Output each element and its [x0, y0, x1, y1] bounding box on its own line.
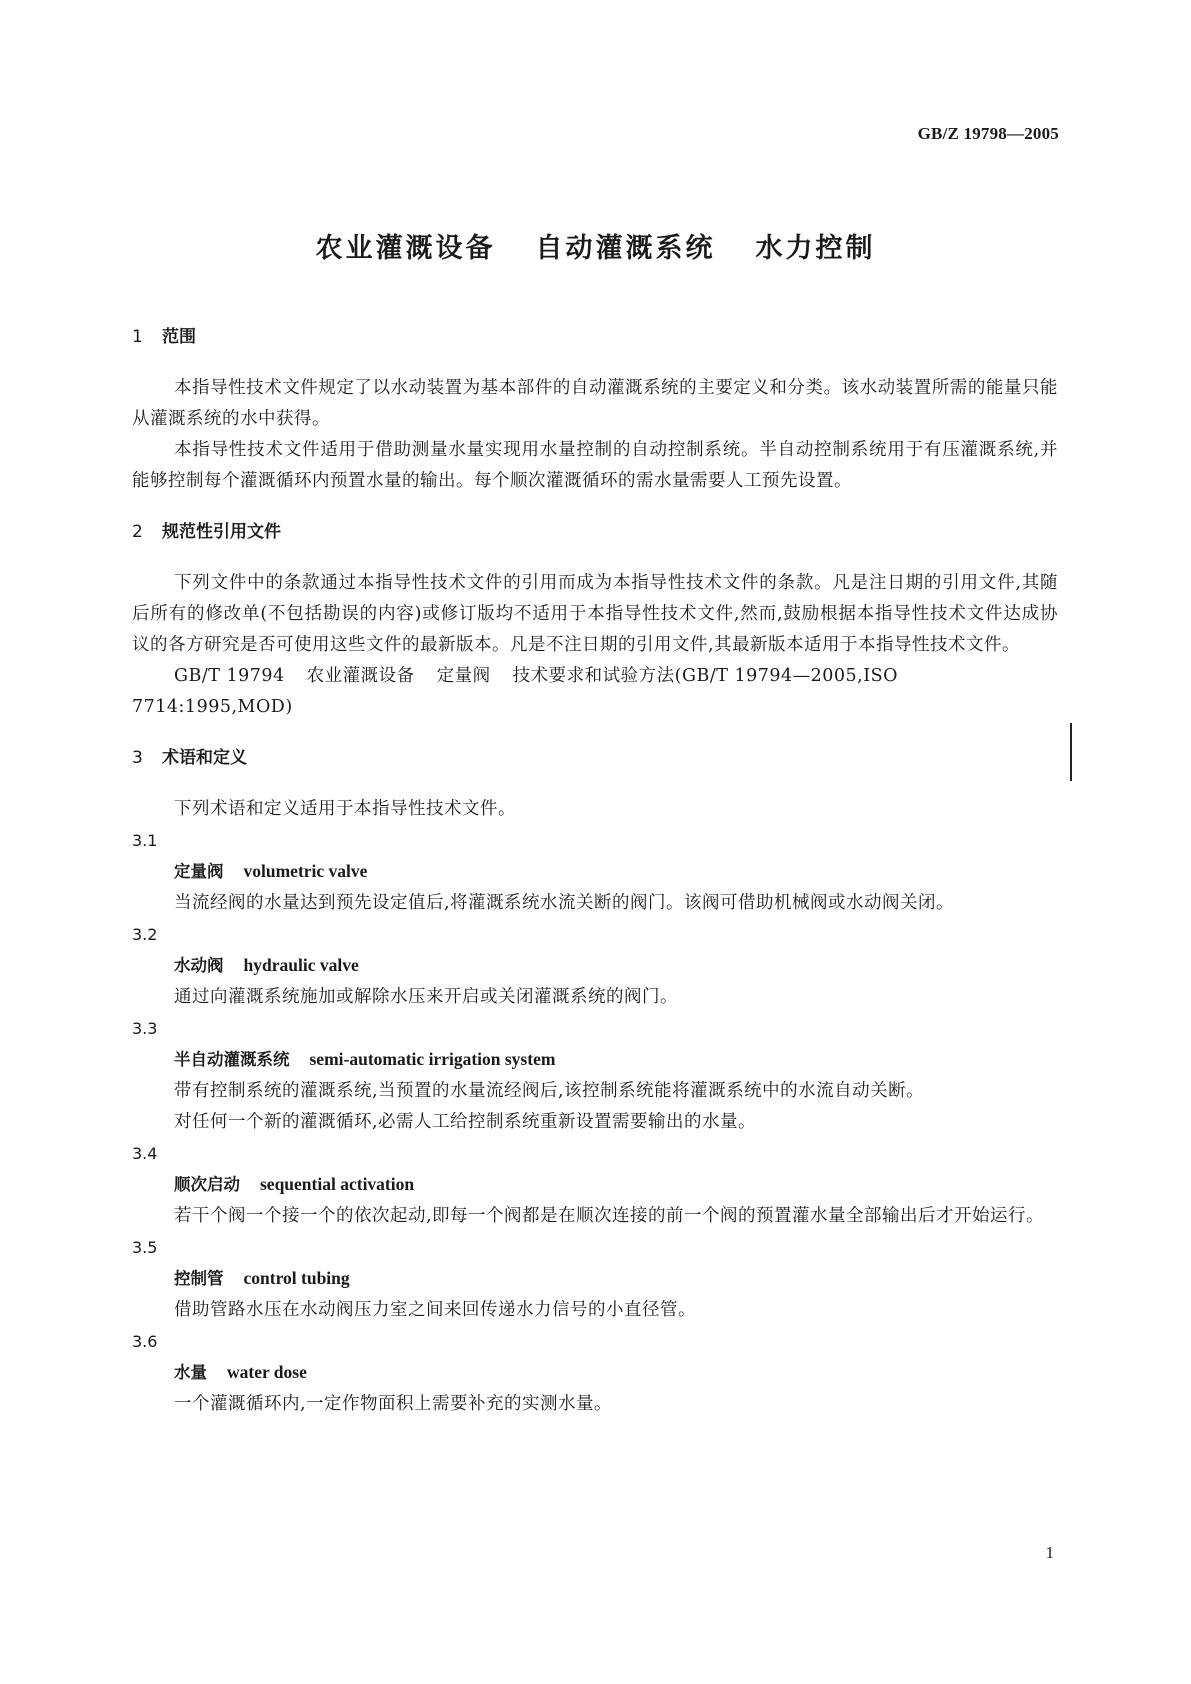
ref-title-1: 农业灌溉设备: [306, 666, 415, 686]
normative-reference: [132, 661, 1058, 723]
section-2-heading: [132, 517, 1058, 548]
term-number: 3.4: [132, 1144, 158, 1163]
term-en: hydraulic valve: [243, 955, 359, 975]
term-en: sequential activation: [260, 1174, 415, 1194]
term-en: volumetric valve: [243, 861, 368, 881]
ref-title-2: 定量阀: [436, 666, 491, 686]
page-number: 1: [1045, 1543, 1054, 1562]
term-definition: 当流经阀的水量达到预先设定值后,将灌溉系统水流关断的阀门。该阀可借助机械阀或水动阀关闭。: [174, 893, 955, 913]
term-definition: 带有控制系统的灌溉系统,当预置的水量流经阀后,该控制系统能将灌溉系统中的水流自动关断。: [174, 1081, 925, 1101]
paragraph: 本指导性技术文件适用于借助测量水量实现用水量控制的自动控制系统。半自动控制系统用于有压灌溉系统,并能够控制每个灌溉循环内预置水量的输出。每个顺次灌溉循环的需水量需要人工预先设置。: [132, 440, 1058, 491]
term-en: semi-automatic irrigation system: [309, 1049, 556, 1069]
term-definition: 通过向灌溉系统施加或解除水压来开启或关闭灌溉系统的阀门。: [174, 987, 678, 1007]
title-part-3: 水力控制: [755, 233, 876, 264]
section-3-heading: [132, 743, 1058, 774]
section-number: 1: [132, 327, 143, 347]
ref-code: GB/T 19794: [174, 666, 285, 686]
section-number: 3: [132, 748, 143, 768]
term-definition: 一个灌溉循环内,一定作物面积上需要补充的实测水量。: [174, 1394, 613, 1414]
term-definition: 借助管路水压在水动阀压力室之间来回传递水力信号的小直径管。: [174, 1300, 696, 1320]
term-heading: [174, 1263, 1058, 1295]
term-heading: [174, 950, 1058, 982]
title-part-2: 自动灌溉系统: [535, 233, 716, 264]
section-title: 规范性引用文件: [162, 522, 281, 542]
term-heading: [174, 1357, 1058, 1389]
document-body: [132, 322, 1058, 1420]
term-zh: 顺次启动: [174, 1175, 240, 1194]
term-number: 3.5: [132, 1238, 158, 1257]
section-title: 术语和定义: [162, 748, 247, 768]
paragraph: 下列文件中的条款通过本指导性技术文件的引用而成为本指导性技术文件的条款。凡是注日期的引用文件,其随后所有的修改单(不包括勘误的内容)或修订版均不适用于本指导性技术文件,然而,鼓励根据本指导性技术文件达成协议的各方研究是否可使用这些文件的最新版本。凡是不注日期的引用文件,其最新版本适用于本指导性技术文件。: [132, 573, 1058, 655]
document-title: [0, 226, 1191, 265]
term-en: control tubing: [243, 1268, 350, 1288]
section-1-heading: [132, 322, 1058, 353]
section-number: 2: [132, 522, 143, 542]
term-number: 3.1: [132, 831, 158, 850]
paragraph: 下列术语和定义适用于本指导性技术文件。: [174, 799, 516, 819]
term-definition: 若干个阀一个接一个的依次起动,即每一个阀都是在顺次连接的前一个阀的预置灌水量全部输出后才开始运行。: [174, 1206, 1045, 1226]
term-heading: [174, 856, 1058, 888]
term-heading: [174, 1169, 1058, 1201]
title-part-1: 农业灌溉设备: [315, 233, 496, 264]
term-definition-cont: 对任何一个新的灌溉循环,必需人工给控制系统重新设置需要输出的水量。: [174, 1112, 757, 1132]
term-zh: 水动阀: [174, 956, 224, 975]
ref-title-3: 技术要求和试验方法(GB/T 19794—2005,ISO 7714:1995,MOD): [132, 666, 898, 717]
term-number: 3.6: [132, 1332, 158, 1351]
term-zh: 水量: [174, 1363, 207, 1382]
term-zh: 定量阀: [174, 862, 224, 881]
paragraph: 本指导性技术文件规定了以水动装置为基本部件的自动灌溉系统的主要定义和分类。该水动装置所需的能量只能从灌溉系统的水中获得。: [132, 378, 1058, 429]
term-zh: 半自动灌溉系统: [174, 1050, 290, 1069]
term-zh: 控制管: [174, 1269, 224, 1288]
term-number: 3.2: [132, 925, 158, 944]
term-number: 3.3: [132, 1019, 158, 1038]
margin-rule: [1070, 723, 1072, 781]
term-heading: [174, 1044, 1058, 1076]
term-en: water dose: [227, 1362, 307, 1382]
standard-code: GB/Z 19798—2005: [917, 124, 1059, 143]
section-title: 范围: [162, 327, 196, 347]
